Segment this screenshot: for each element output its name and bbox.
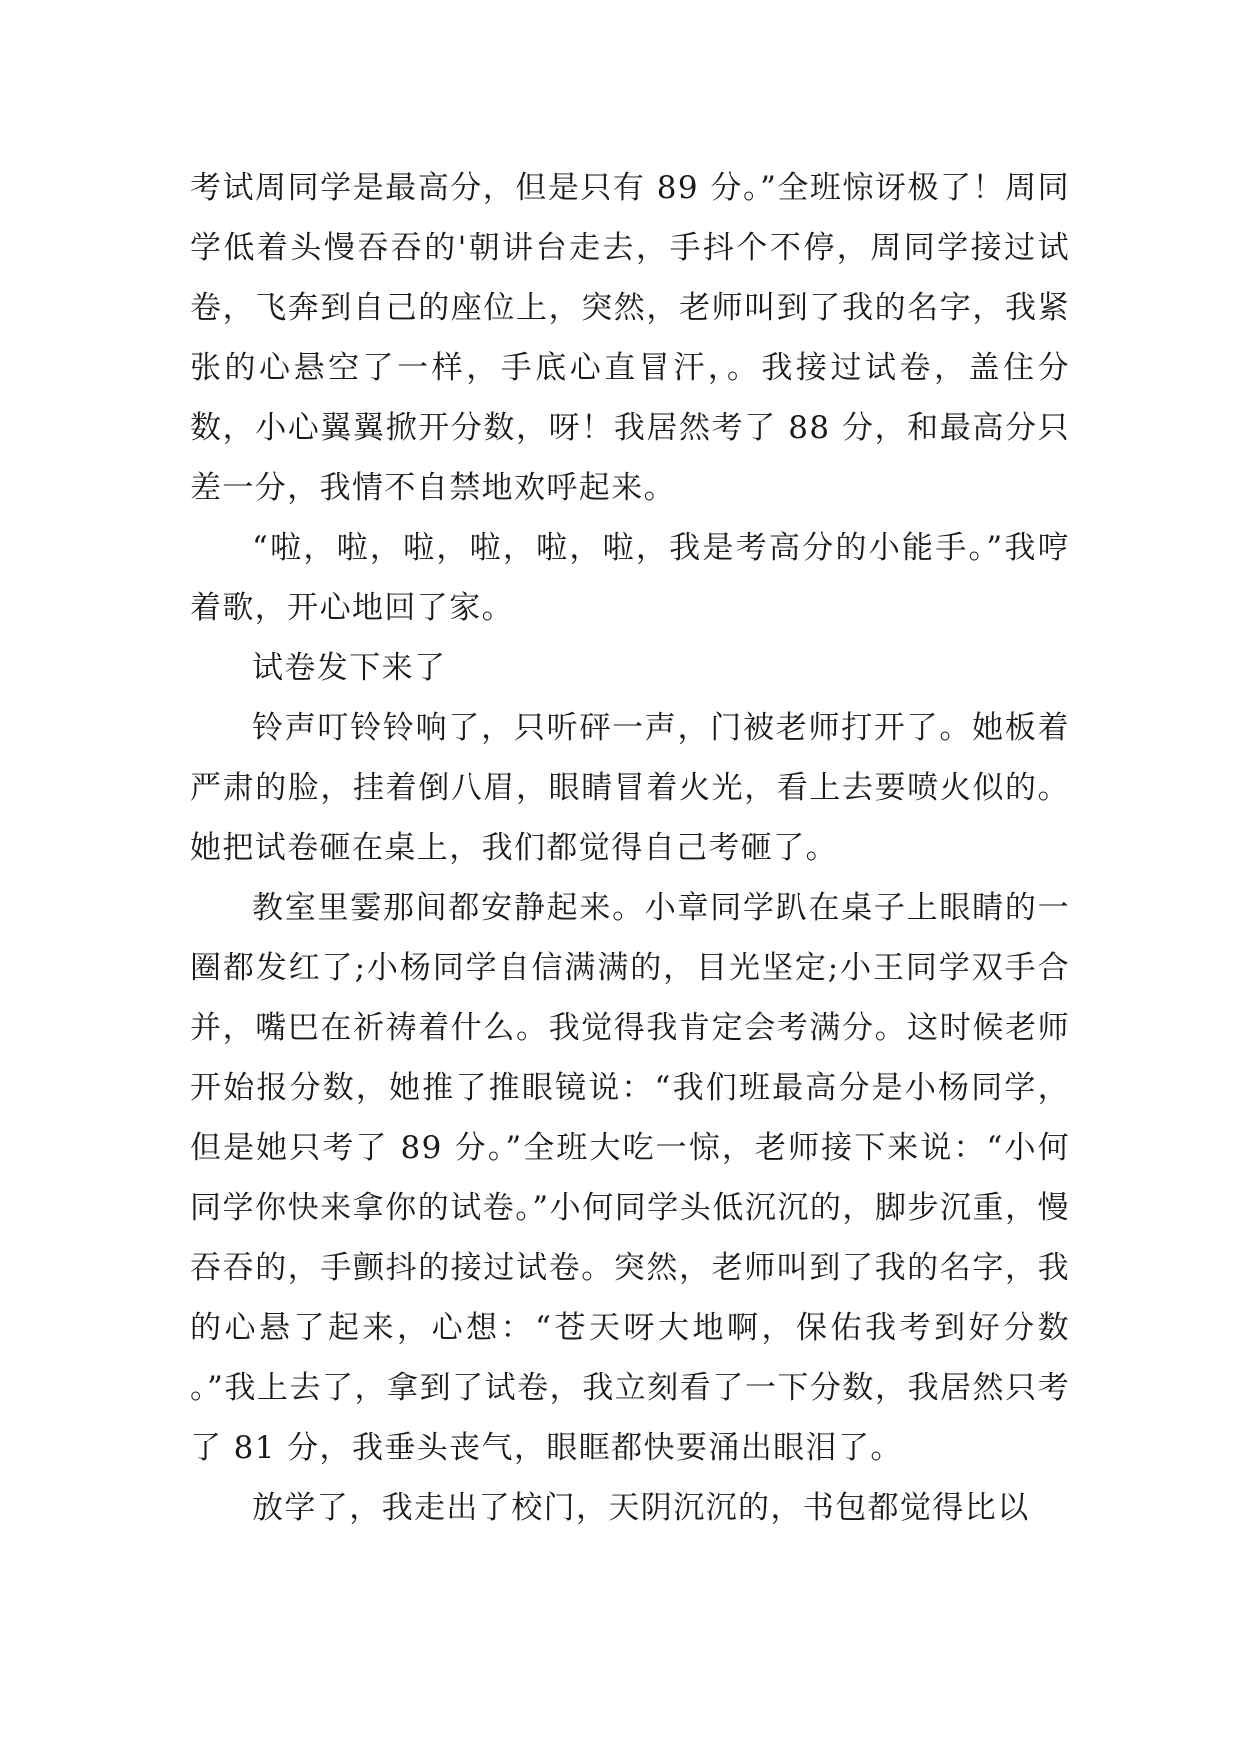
paragraph-6: 放学了，我走出了校门，天阴沉沉的，书包都觉得比以	[252, 1490, 1030, 1526]
paragraph-3-heading: 试卷发下来了	[252, 650, 447, 686]
document-body	[190, 158, 1070, 1538]
paragraph-5: 教室里霎那间都安静起来。小章同学趴在桌子上眼睛的一圈都发红了;小杨同学自信满满的，目光坚定;小王同学双手合并，嘴巴在祈祷着什么。我觉得我肯定会考满分。这时候老师开始报分数，她推了推眼镜说：“我们班最高分是小杨同学，但是她只考了 89 分。”全班大吃一惊，老师接下来说：“小何同学你快来拿你的试卷。”小何同学头低沉沉的，脚步沉重，慢吞吞的，手颤抖的接过试卷。突然，老师叫到了我的名字，我的心悬了起来，心想：“苍天呀大地啊，保佑我考到好分数 。”我上去了，拿到了试卷，我立刻看了一下分数，我居然只考了 81 分，我垂头丧气，眼眶都快要涌出眼泪了。	[190, 890, 1070, 1466]
paragraph-4: 铃声叮铃铃响了，只听砰一声，门被老师打开了。她板着严肃的脸，挂着倒八眉，眼睛冒着火光，看上去要喷火似的。她把试卷砸在桌上，我们都觉得自己考砸了。	[190, 710, 1070, 866]
paragraph-1: 考试周同学是最高分，但是只有 89 分。”全班惊讶极了！周同学低着头慢吞吞的'朝讲台走去，手抖个不停，周同学接过试卷，飞奔到自己的座位上，突然，老师叫到了我的名字，我紧张的心悬空了一样，手底心直冒汗，。我接过试卷，盖住分数，小心翼翼掀开分数，呀！我居然考了 88 分，和最高分只差一分，我情不自禁地欢呼起来。	[190, 170, 1070, 506]
paragraph-2: “啦，啦，啦，啦，啦，啦，我是考高分的小能手。”我哼着歌，开心地回了家。	[190, 530, 1070, 626]
